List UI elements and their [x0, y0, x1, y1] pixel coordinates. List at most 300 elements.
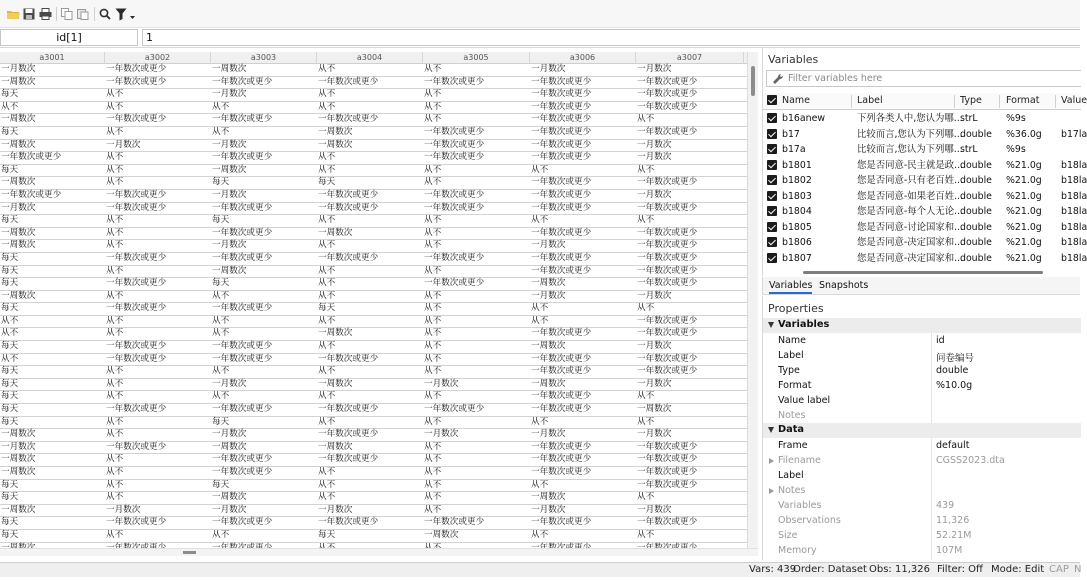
table-cell[interactable]: 从不 — [212, 126, 230, 137]
collapse-triangle-icon[interactable] — [768, 322, 774, 328]
table-cell[interactable]: 一年数次或更少 — [531, 404, 592, 415]
table-cell[interactable]: 一年数次或更少 — [424, 126, 485, 137]
table-cell[interactable]: 从不 — [318, 366, 336, 377]
vertical-scrollbar[interactable] — [747, 52, 758, 548]
variables-filter[interactable] — [766, 70, 1081, 87]
table-cell[interactable]: 一年数次或更少 — [424, 278, 485, 289]
property-row[interactable] — [763, 439, 1081, 454]
table-cell[interactable]: 每天 — [1, 303, 19, 314]
save-icon[interactable] — [22, 5, 36, 23]
table-cell[interactable]: 一周数次 — [318, 126, 353, 137]
table-cell[interactable]: 一周数次 — [1, 467, 36, 477]
table-cell[interactable]: 从不 — [637, 529, 655, 540]
table-cell[interactable]: 从不 — [1, 328, 19, 339]
table-cell[interactable]: 从不 — [106, 479, 124, 490]
table-cell[interactable]: 一年数次或更少 — [318, 454, 379, 465]
variable-checkbox[interactable] — [767, 253, 777, 263]
table-cell[interactable]: 从不 — [106, 240, 124, 251]
table-cell[interactable]: 一年数次或更少 — [106, 353, 167, 364]
table-cell[interactable]: 一周数次 — [212, 441, 247, 452]
column-header-name[interactable]: Name — [782, 95, 811, 106]
table-cell[interactable]: 从不 — [318, 64, 336, 74]
table-cell[interactable]: 从不 — [531, 164, 549, 175]
table-cell[interactable]: 一月数次 — [531, 240, 566, 251]
table-cell[interactable]: 一年数次或更少 — [637, 227, 698, 238]
table-cell[interactable]: 一年数次或更少 — [637, 441, 698, 452]
table-cell[interactable]: 从不 — [212, 101, 230, 112]
find-icon[interactable] — [98, 5, 112, 23]
table-cell[interactable]: 从不 — [106, 89, 124, 100]
filter-variables-input[interactable] — [788, 72, 1078, 85]
table-cell[interactable]: 一月数次 — [212, 378, 247, 389]
table-cell[interactable]: 从不 — [424, 441, 442, 452]
table-cell[interactable]: 从不 — [212, 290, 230, 301]
table-cell[interactable]: 一年数次或更少 — [424, 152, 485, 163]
table-cell[interactable]: 一月数次 — [637, 189, 672, 200]
table-cell[interactable]: 一年数次或更少 — [531, 126, 592, 137]
table-cell[interactable]: 一年数次或更少 — [531, 139, 592, 150]
table-cell[interactable]: 一周数次 — [318, 328, 353, 339]
table-cell[interactable]: 一年数次或更少 — [106, 341, 167, 352]
table-cell[interactable]: 每天 — [1, 341, 19, 352]
table-cell[interactable]: 一年数次或更少 — [531, 76, 592, 87]
variable-row[interactable] — [763, 189, 1087, 205]
property-row[interactable] — [763, 514, 1081, 529]
table-cell[interactable]: 一年数次或更少 — [531, 114, 592, 125]
table-cell[interactable]: 从不 — [106, 152, 124, 163]
table-cell[interactable]: 一年数次或更少 — [212, 152, 273, 163]
table-cell[interactable]: 一年数次或更少 — [106, 202, 167, 213]
table-cell[interactable]: 一周数次 — [212, 164, 247, 175]
table-cell[interactable]: 一年数次或更少 — [212, 303, 273, 314]
table-cell[interactable]: 一年数次或更少 — [637, 366, 698, 377]
table-cell[interactable]: 从不 — [1, 315, 19, 326]
table-cell[interactable]: 一周数次 — [531, 278, 566, 289]
table-cell[interactable]: 一年数次或更少 — [106, 114, 167, 125]
table-cell[interactable]: 一年数次或更少 — [531, 353, 592, 364]
property-row[interactable] — [763, 334, 1081, 349]
table-cell[interactable]: 每天 — [1, 164, 19, 175]
table-cell[interactable]: 一年数次或更少 — [637, 89, 698, 100]
table-cell[interactable]: 从不 — [637, 391, 655, 402]
property-row[interactable] — [763, 394, 1081, 409]
filter-icon[interactable] — [114, 5, 140, 23]
table-cell[interactable]: 从不 — [424, 265, 442, 276]
table-cell[interactable]: 一月数次 — [637, 139, 672, 150]
table-cell[interactable]: 一月数次 — [212, 240, 247, 251]
table-cell[interactable]: 一月数次 — [637, 64, 672, 74]
table-cell[interactable]: 每天 — [212, 177, 230, 188]
table-cell[interactable]: 从不 — [424, 454, 442, 465]
column-header-format[interactable]: Format — [1006, 95, 1040, 106]
table-cell[interactable]: 一周数次 — [318, 227, 353, 238]
table-cell[interactable]: 一年数次或更少 — [637, 126, 698, 137]
paste-icon[interactable] — [76, 5, 90, 23]
table-cell[interactable]: 一月数次 — [424, 429, 459, 440]
table-cell[interactable]: 一年数次或更少 — [531, 391, 592, 402]
table-cell[interactable]: 一周数次 — [212, 492, 247, 503]
table-cell[interactable]: 一月数次 — [212, 139, 247, 150]
open-folder-icon[interactable] — [6, 5, 20, 23]
property-row[interactable] — [763, 454, 1081, 469]
table-cell[interactable]: 一年数次或更少 — [531, 202, 592, 213]
table-cell[interactable]: 每天 — [1, 529, 19, 540]
table-cell[interactable]: 从不 — [106, 101, 124, 112]
table-cell[interactable]: 从不 — [531, 529, 549, 540]
table-cell[interactable]: 每天 — [1, 416, 19, 427]
table-cell[interactable]: 从不 — [106, 315, 124, 326]
table-cell[interactable]: 从不 — [318, 240, 336, 251]
table-cell[interactable]: 一年数次或更少 — [424, 139, 485, 150]
vertical-scrollbar-thumb[interactable] — [751, 66, 755, 96]
table-cell[interactable]: 从不 — [424, 504, 442, 515]
variable-row[interactable] — [763, 142, 1081, 158]
table-cell[interactable]: 一月数次 — [531, 504, 566, 515]
table-cell[interactable]: 从不 — [424, 290, 442, 301]
table-cell[interactable]: 从不 — [212, 366, 230, 377]
table-cell[interactable]: 一年数次或更少 — [318, 429, 379, 440]
table-cell[interactable]: 一周数次 — [1, 177, 36, 188]
cell-value-input[interactable]: 1 — [142, 29, 1080, 46]
variable-row[interactable] — [763, 220, 1087, 236]
table-cell[interactable]: 一周数次 — [1, 504, 36, 515]
table-cell[interactable]: 一月数次 — [637, 504, 672, 515]
table-cell[interactable]: 每天 — [1, 378, 19, 389]
table-cell[interactable]: 从不 — [424, 240, 442, 251]
table-cell[interactable]: 从不 — [424, 114, 442, 125]
table-cell[interactable]: 从不 — [212, 328, 230, 339]
table-cell[interactable]: 一月数次 — [212, 429, 247, 440]
table-cell[interactable]: 每天 — [212, 215, 230, 226]
table-cell[interactable]: 一年数次或更少 — [212, 454, 273, 465]
table-cell[interactable]: 从不 — [318, 152, 336, 163]
table-cell[interactable]: 一月数次 — [637, 378, 672, 389]
table-cell[interactable]: 一年数次或更少 — [531, 189, 592, 200]
table-cell[interactable]: 一年数次或更少 — [212, 76, 273, 87]
table-cell[interactable]: 一年数次或更少 — [212, 114, 273, 125]
table-cell[interactable]: 从不 — [318, 164, 336, 175]
variable-checkbox[interactable] — [767, 160, 777, 170]
table-cell[interactable]: 从不 — [318, 479, 336, 490]
table-cell[interactable]: 从不 — [106, 126, 124, 137]
table-cell[interactable]: 一年数次或更少 — [531, 517, 592, 528]
table-cell[interactable]: 从不 — [424, 353, 442, 364]
table-cell[interactable]: 从不 — [106, 290, 124, 301]
table-cell[interactable]: 一年数次或更少 — [106, 303, 167, 314]
table-cell[interactable]: 从不 — [106, 429, 124, 440]
table-cell[interactable]: 从不 — [318, 215, 336, 226]
table-cell[interactable]: 一年数次或更少 — [531, 227, 592, 238]
table-cell[interactable]: 一年数次或更少 — [212, 404, 273, 415]
table-cell[interactable]: 每天 — [212, 416, 230, 427]
table-cell[interactable]: 一年数次或更少 — [531, 89, 592, 100]
table-cell[interactable]: 一年数次或更少 — [1, 189, 62, 200]
table-cell[interactable]: 从不 — [424, 315, 442, 326]
table-cell[interactable]: 一周数次 — [531, 378, 566, 389]
table-cell[interactable]: 从不 — [1, 101, 19, 112]
table-cell[interactable]: 一月数次 — [637, 152, 672, 163]
table-cell[interactable]: 从不 — [318, 315, 336, 326]
table-cell[interactable]: 一月数次 — [212, 504, 247, 515]
column-header-a3003[interactable]: a3003 — [211, 52, 317, 64]
table-cell[interactable]: 每天 — [318, 303, 336, 314]
table-cell[interactable]: 从不 — [318, 492, 336, 503]
table-cell[interactable]: 一年数次或更少 — [637, 517, 698, 528]
table-cell[interactable]: 一年数次或更少 — [531, 454, 592, 465]
property-row[interactable] — [763, 379, 1081, 394]
table-cell[interactable]: 每天 — [1, 215, 19, 226]
table-cell[interactable]: 一年数次或更少 — [637, 328, 698, 339]
table-cell[interactable]: 一年数次或更少 — [318, 76, 379, 87]
table-cell[interactable]: 从不 — [212, 315, 230, 326]
table-cell[interactable]: 一年数次或更少 — [212, 353, 273, 364]
table-cell[interactable]: 从不 — [106, 454, 124, 465]
table-cell[interactable]: 一年数次或更少 — [1, 152, 62, 163]
table-cell[interactable]: 一年数次或更少 — [531, 265, 592, 276]
table-cell[interactable]: 每天 — [1, 517, 19, 528]
copy-icon[interactable] — [60, 5, 74, 23]
table-cell[interactable]: 一年数次或更少 — [637, 76, 698, 87]
table-cell[interactable]: 从不 — [106, 467, 124, 477]
table-cell[interactable]: 一月数次 — [531, 429, 566, 440]
table-cell[interactable]: 一年数次或更少 — [212, 341, 273, 352]
horizontal-scrollbar[interactable] — [0, 548, 758, 556]
table-cell[interactable]: 一年数次或更少 — [106, 278, 167, 289]
table-cell[interactable]: 一年数次或更少 — [531, 177, 592, 188]
table-cell[interactable]: 一周数次 — [531, 341, 566, 352]
table-cell[interactable]: 从不 — [106, 529, 124, 540]
data-grid[interactable] — [0, 52, 747, 548]
table-cell[interactable]: 每天 — [212, 479, 230, 490]
variable-checkbox[interactable] — [767, 191, 777, 201]
table-cell[interactable]: 每天 — [212, 278, 230, 289]
property-row[interactable] — [763, 544, 1081, 559]
tab-snapshots[interactable]: Snapshots — [819, 280, 869, 291]
table-cell[interactable]: 一月数次 — [212, 189, 247, 200]
table-cell[interactable]: 一年数次或更少 — [531, 101, 592, 112]
table-cell[interactable]: 从不 — [637, 215, 655, 226]
table-cell[interactable]: 从不 — [531, 215, 549, 226]
variable-row[interactable] — [763, 235, 1087, 251]
table-cell[interactable]: 一年数次或更少 — [424, 517, 485, 528]
table-cell[interactable]: 一周数次 — [1, 454, 36, 465]
table-cell[interactable]: 从不 — [424, 303, 442, 314]
column-header-a3007[interactable]: a3007 — [636, 52, 744, 64]
table-cell[interactable]: 从不 — [637, 114, 655, 125]
table-cell[interactable]: 从不 — [318, 290, 336, 301]
table-cell[interactable]: 一年数次或更少 — [637, 353, 698, 364]
variables-horizontal-scrollbar-thumb[interactable] — [803, 271, 1043, 274]
collapse-triangle-icon[interactable] — [768, 427, 774, 433]
table-cell[interactable]: 一周数次 — [1, 240, 36, 251]
table-cell[interactable]: 从不 — [424, 177, 442, 188]
property-row[interactable] — [763, 364, 1081, 379]
table-cell[interactable]: 从不 — [424, 215, 442, 226]
table-cell[interactable]: 一年数次或更少 — [318, 252, 379, 263]
variable-row[interactable] — [763, 127, 1087, 143]
table-cell[interactable]: 一年数次或更少 — [531, 441, 592, 452]
table-cell[interactable]: 一月数次 — [637, 341, 672, 352]
table-cell[interactable]: 一月数次 — [212, 89, 247, 100]
table-cell[interactable]: 从不 — [318, 341, 336, 352]
table-cell[interactable]: 一周数次 — [637, 404, 672, 415]
table-cell[interactable]: 从不 — [212, 391, 230, 402]
table-cell[interactable]: 一周数次 — [1, 429, 36, 440]
table-cell[interactable]: 每天 — [318, 529, 336, 540]
column-header-a3005[interactable]: a3005 — [423, 52, 530, 64]
table-cell[interactable]: 一周数次 — [424, 529, 459, 540]
table-cell[interactable]: 从不 — [106, 227, 124, 238]
table-cell[interactable]: 一月数次 — [531, 64, 566, 74]
table-cell[interactable]: 从不 — [424, 89, 442, 100]
variable-checkbox[interactable] — [767, 129, 777, 139]
table-cell[interactable]: 一月数次 — [1, 64, 36, 74]
table-cell[interactable]: 一年数次或更少 — [637, 479, 698, 490]
table-cell[interactable]: 一年数次或更少 — [531, 467, 592, 477]
table-cell[interactable]: 一年数次或更少 — [637, 467, 698, 477]
table-cell[interactable]: 从不 — [424, 328, 442, 339]
table-cell[interactable]: 从不 — [424, 467, 442, 477]
table-cell[interactable]: 从不 — [318, 416, 336, 427]
table-cell[interactable]: 一年数次或更少 — [424, 189, 485, 200]
table-cell[interactable]: 一年数次或更少 — [318, 404, 379, 415]
property-row[interactable] — [763, 409, 1081, 424]
expand-triangle-icon[interactable] — [769, 458, 774, 464]
table-cell[interactable]: 一年数次或更少 — [106, 404, 167, 415]
table-cell[interactable]: 每天 — [1, 391, 19, 402]
table-cell[interactable]: 一周数次 — [318, 441, 353, 452]
table-cell[interactable]: 每天 — [1, 366, 19, 377]
table-cell[interactable]: 从不 — [637, 164, 655, 175]
horizontal-scrollbar-thumb[interactable] — [183, 551, 196, 554]
property-row[interactable] — [763, 529, 1081, 544]
table-cell[interactable]: 从不 — [424, 341, 442, 352]
table-cell[interactable]: 每天 — [1, 126, 19, 137]
table-cell[interactable]: 从不 — [531, 303, 549, 314]
variable-checkbox[interactable] — [767, 237, 777, 247]
table-cell[interactable]: 一年数次或更少 — [637, 278, 698, 289]
table-cell[interactable]: 一年数次或更少 — [318, 189, 379, 200]
table-cell[interactable]: 从不 — [531, 315, 549, 326]
table-cell[interactable]: 每天 — [318, 177, 336, 188]
table-cell[interactable]: 从不 — [106, 215, 124, 226]
table-cell[interactable]: 一月数次 — [106, 139, 141, 150]
table-cell[interactable]: 从不 — [106, 492, 124, 503]
select-all-checkbox[interactable] — [767, 95, 777, 105]
table-cell[interactable]: 从不 — [318, 467, 336, 477]
column-header-a3001[interactable]: a3001 — [0, 52, 105, 64]
table-cell[interactable]: 一周数次 — [1, 227, 36, 238]
table-cell[interactable]: 从不 — [424, 366, 442, 377]
property-row[interactable] — [763, 349, 1081, 364]
table-cell[interactable]: 从不 — [106, 416, 124, 427]
column-header-label[interactable]: Label — [857, 95, 883, 106]
variable-row[interactable] — [763, 111, 1081, 127]
table-cell[interactable]: 一年数次或更少 — [318, 353, 379, 364]
table-cell[interactable]: 一周数次 — [1, 290, 36, 301]
variable-checkbox[interactable] — [767, 206, 777, 216]
variable-row[interactable] — [763, 158, 1087, 174]
column-header-value[interactable]: Value — [1061, 95, 1087, 106]
table-cell[interactable]: 从不 — [424, 479, 442, 490]
variable-checkbox[interactable] — [767, 113, 777, 123]
table-cell[interactable]: 从不 — [637, 416, 655, 427]
table-cell[interactable]: 一年数次或更少 — [212, 202, 273, 213]
table-cell[interactable]: 一年数次或更少 — [424, 252, 485, 263]
property-row[interactable] — [763, 499, 1081, 514]
table-cell[interactable]: 一年数次或更少 — [106, 76, 167, 87]
table-cell[interactable]: 一年数次或更少 — [637, 101, 698, 112]
table-cell[interactable]: 从不 — [106, 177, 124, 188]
table-cell[interactable]: 从不 — [318, 89, 336, 100]
variable-row[interactable] — [763, 173, 1087, 189]
table-cell[interactable]: 一年数次或更少 — [212, 467, 273, 477]
table-cell[interactable]: 从不 — [106, 391, 124, 402]
table-cell[interactable]: 一年数次或更少 — [531, 366, 592, 377]
property-row[interactable] — [763, 484, 1081, 499]
table-cell[interactable]: 一月数次 — [106, 504, 141, 515]
table-cell[interactable]: 一周数次 — [1, 139, 36, 150]
column-header-type[interactable]: Type — [960, 95, 982, 106]
table-cell[interactable]: 每天 — [1, 278, 19, 289]
table-cell[interactable]: 一年数次或更少 — [637, 202, 698, 213]
table-cell[interactable]: 从不 — [106, 366, 124, 377]
table-cell[interactable]: 从不 — [637, 303, 655, 314]
table-cell[interactable]: 从不 — [318, 391, 336, 402]
table-cell[interactable]: 一年数次或更少 — [106, 252, 167, 263]
table-cell[interactable]: 一年数次或更少 — [637, 177, 698, 188]
variable-checkbox[interactable] — [767, 144, 777, 154]
table-cell[interactable]: 从不 — [424, 416, 442, 427]
table-cell[interactable]: 一年数次或更少 — [531, 252, 592, 263]
table-cell[interactable]: 一年数次或更少 — [637, 265, 698, 276]
table-cell[interactable]: 从不 — [106, 265, 124, 276]
table-cell[interactable]: 从不 — [424, 391, 442, 402]
table-cell[interactable]: 从不 — [531, 479, 549, 490]
table-cell[interactable]: 从不 — [424, 101, 442, 112]
expand-triangle-icon[interactable] — [769, 488, 774, 494]
table-cell[interactable]: 一周数次 — [1, 76, 36, 87]
column-header-a3004[interactable]: a3004 — [317, 52, 423, 64]
table-cell[interactable]: 从不 — [1, 353, 19, 364]
table-cell[interactable]: 一年数次或更少 — [212, 227, 273, 238]
variable-row[interactable] — [763, 204, 1087, 220]
table-cell[interactable]: 一年数次或更少 — [424, 404, 485, 415]
properties-section-data[interactable] — [763, 423, 1081, 438]
table-cell[interactable]: 一年数次或更少 — [106, 517, 167, 528]
table-cell[interactable]: 一年数次或更少 — [106, 64, 167, 74]
table-cell[interactable]: 从不 — [318, 278, 336, 289]
column-header-a3002[interactable]: a3002 — [105, 52, 211, 64]
table-cell[interactable]: 一月数次 — [637, 290, 672, 301]
table-cell[interactable]: 每天 — [1, 492, 19, 503]
property-row[interactable] — [763, 469, 1081, 484]
table-cell[interactable]: 一年数次或更少 — [318, 202, 379, 213]
table-cell[interactable]: 一月数次 — [1, 441, 36, 452]
table-cell[interactable]: 从不 — [318, 101, 336, 112]
table-cell[interactable]: 每天 — [1, 89, 19, 100]
table-cell[interactable]: 一月数次 — [1, 202, 36, 213]
table-cell[interactable]: 一周数次 — [212, 64, 247, 74]
table-cell[interactable]: 每天 — [1, 265, 19, 276]
table-cell[interactable]: 一年数次或更少 — [424, 202, 485, 213]
table-cell[interactable]: 一周数次 — [1, 114, 36, 125]
table-cell[interactable]: 一年数次或更少 — [424, 76, 485, 87]
table-cell[interactable]: 从不 — [424, 64, 442, 74]
variable-checkbox[interactable] — [767, 222, 777, 232]
table-cell[interactable]: 一周数次 — [318, 139, 353, 150]
table-cell[interactable]: 一年数次或更少 — [318, 517, 379, 528]
